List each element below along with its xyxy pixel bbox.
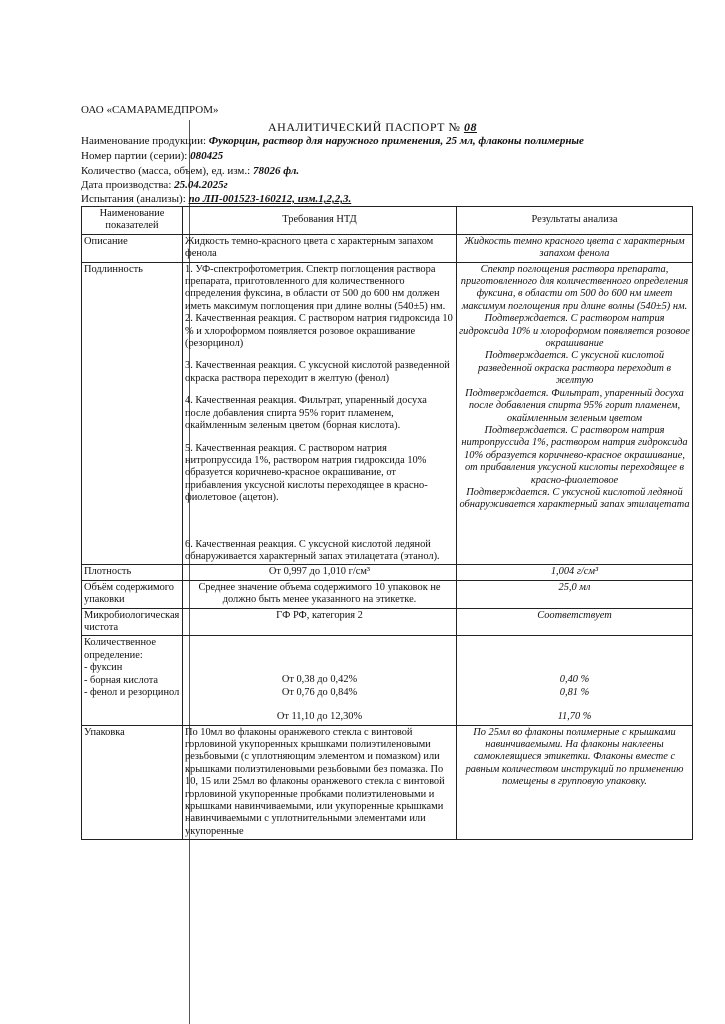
row-result bbox=[457, 636, 693, 725]
field-label: Количество (масса, объем), ед. изм.: bbox=[81, 165, 251, 177]
row-name: Упаковка bbox=[82, 725, 183, 840]
row-name: Объём содержимого упаковки bbox=[82, 580, 183, 608]
quantity-line bbox=[81, 165, 299, 178]
test-result: Подтверждается. Фильтрат, упаренный досуха после добавления спирта 95% горит пламенем, окаймленным зеленым цветом bbox=[465, 387, 684, 424]
test-requirement: 1. УФ-спектрофотометрия. Спектр поглощения раствора препарата, приготовленного для количественного определения фуксина, в области от 500 до 600 нм должен иметь максимум поглощения при длине волны (540±5) нм. bbox=[185, 263, 446, 312]
quant-title: Количественное определение: bbox=[84, 637, 156, 661]
row-result: Соответствует bbox=[457, 608, 693, 636]
row-result bbox=[457, 262, 693, 565]
quant-result: 0,40 % bbox=[559, 674, 590, 686]
tests-line bbox=[81, 193, 351, 206]
header-requirements: Требования НТД bbox=[183, 207, 457, 235]
row-requirement: Среднее значение объема содержимого 10 упаковок не должно быть менее указанного на этикетке. bbox=[183, 580, 457, 608]
table-row bbox=[82, 580, 693, 608]
row-requirement: От 0,997 до 1,010 г/см³ bbox=[183, 565, 457, 580]
quant-requirement: От 11,10 до 12,30% bbox=[276, 711, 363, 723]
row-requirement: По 10мл во флаконы оранжевого стекла с винтовой горловиной укупоренных крышками полиэтиленовыми резьбовыми (с уплотняющим элементом и помазком) или крышками полиэтиленовыми резьбовыми без помазка. По 10, 15 или 25мл во флаконы оранжевого стекла с винтовой горловиной укупоренные пробками полиэтиленовыми и крышками навинчиваемыми, или укупоренные крышками навинчиваемыми с уплотнительными элементами или укупоренные bbox=[183, 725, 457, 840]
test-requirement: 5. Качественная реакция. С раствором натрия нитропруссида 1%, раствором натрия гидроксида 10% образуется коричнево-красное окрашивание, от прибавления уксусной кислоты переходящее в красно-фиолетовое (ацетон). bbox=[185, 442, 428, 504]
row-result: Жидкость темно красного цвета с характерным запахом фенола bbox=[457, 234, 693, 262]
test-result: Подтверждается. С раствором натрия нитропруссида 1%, раствором натрия гидроксида 10% образуется коричнево-красное окрашивание, от прибавления уксусной кислоты переходящее в красно-фиолетовое bbox=[461, 424, 688, 486]
test-requirement: 2. Качественная реакция. С раствором натрия гидроксида 10 % и хлороформом появляется розовое окрашивание (резорцинол) bbox=[185, 313, 453, 350]
field-value: 25.04.2025г bbox=[174, 179, 228, 191]
quant-item-name: - борная кислота bbox=[84, 674, 159, 686]
table-header-row bbox=[82, 207, 693, 235]
field-value: Фукорцин, раствор для наружного применения, 25 мл, флаконы полимерные bbox=[208, 135, 584, 147]
header-indicator: Наименование показателей bbox=[82, 207, 183, 235]
test-result: Подтверждается. С уксусной кислотой разведенной окраска раствора переходит в желтую bbox=[477, 350, 672, 387]
test-result: Подтверждается. С раствором натрия гидроксида 10% и хлороформом появляется розовое окрашивание bbox=[459, 313, 690, 350]
title-number: 08 bbox=[463, 120, 477, 134]
row-name: Микробиологическая чистота bbox=[82, 608, 183, 636]
table-row bbox=[82, 565, 693, 580]
field-label: Номер партии (серии): bbox=[81, 150, 188, 162]
test-requirement: 6. Качественная реакция. С уксусной кислотой ледяной обнаруживается характерный запах этилацетата (этанол). bbox=[185, 538, 440, 562]
table-row bbox=[82, 725, 693, 840]
row-result: 1,004 г/см³ bbox=[457, 565, 693, 580]
row-requirement: Жидкость темно-красного цвета с характерным запахом фенола bbox=[183, 234, 457, 262]
row-name: Подлинность bbox=[82, 262, 183, 565]
table-row bbox=[82, 636, 693, 725]
row-name bbox=[82, 636, 183, 725]
row-requirement: ГФ РФ, категория 2 bbox=[183, 608, 457, 636]
field-label: Испытания (анализы): bbox=[81, 193, 186, 205]
test-result: Подтверждается. С уксусной кислотой ледяной обнаруживается характерный запах этилацетата bbox=[459, 486, 690, 511]
field-value: 78026 фл. bbox=[252, 165, 300, 177]
table-row bbox=[82, 234, 693, 262]
quant-item-name: - фенол и резорцинол bbox=[84, 687, 180, 698]
field-value: 080425 bbox=[190, 150, 224, 162]
field-label: Дата производства: bbox=[81, 179, 172, 191]
page-title bbox=[268, 120, 477, 135]
row-name: Плотность bbox=[82, 565, 183, 580]
table-row bbox=[82, 262, 693, 565]
quant-item-name: - фуксин bbox=[84, 662, 123, 674]
row-requirement bbox=[183, 262, 457, 565]
company-name: ОАО «САМАРАМЕДПРОМ» bbox=[81, 104, 219, 116]
test-requirement: 3. Качественная реакция. С уксусной кислотой разведенной окраска раствора переходит в желтую (фенол) bbox=[185, 360, 450, 384]
test-result: Спектр поглощения раствора препарата, приготовленного для количественного определения фуксина, в области от 500 до 600 нм имеет максимум поглощения при длине волны (540±5) нм. bbox=[460, 263, 689, 312]
quant-result: 0,81 % bbox=[559, 686, 590, 698]
product-name-line bbox=[81, 135, 584, 148]
row-requirement bbox=[183, 636, 457, 725]
production-date-line bbox=[81, 179, 228, 192]
table-row bbox=[82, 608, 693, 636]
title-prefix: АНАЛИТИЧЕСКИЙ ПАСПОРТ № bbox=[268, 120, 461, 134]
field-value: по ЛП-001523-160212, изм.1,2,2,3. bbox=[188, 193, 352, 205]
row-result: 25,0 мл bbox=[457, 580, 693, 608]
row-name: Описание bbox=[82, 234, 183, 262]
analysis-table bbox=[81, 206, 693, 840]
batch-line bbox=[81, 150, 223, 163]
quant-requirement: От 0,76 до 0,84% bbox=[281, 686, 358, 698]
row-result: По 25мл во флаконы полимерные с крышками навинчиваемыми. На флаконы наклеены самоклеящиеся этикетки. Флаконы вместе с равным количеством инструкций по применению помещены в групповую упаковку. bbox=[457, 725, 693, 840]
field-label: Наименование продукции: bbox=[81, 135, 207, 147]
test-requirement: 4. Качественная реакция. Фильтрат, упаренный досуха после добавления спирта 95% горит пламенем, окаймленным зеленым цветом (борная кислота). bbox=[185, 395, 427, 432]
quant-result: 11,70 % bbox=[557, 711, 592, 723]
header-results: Результаты анализа bbox=[457, 207, 693, 235]
quant-requirement: От 0,38 до 0,42% bbox=[281, 674, 358, 686]
